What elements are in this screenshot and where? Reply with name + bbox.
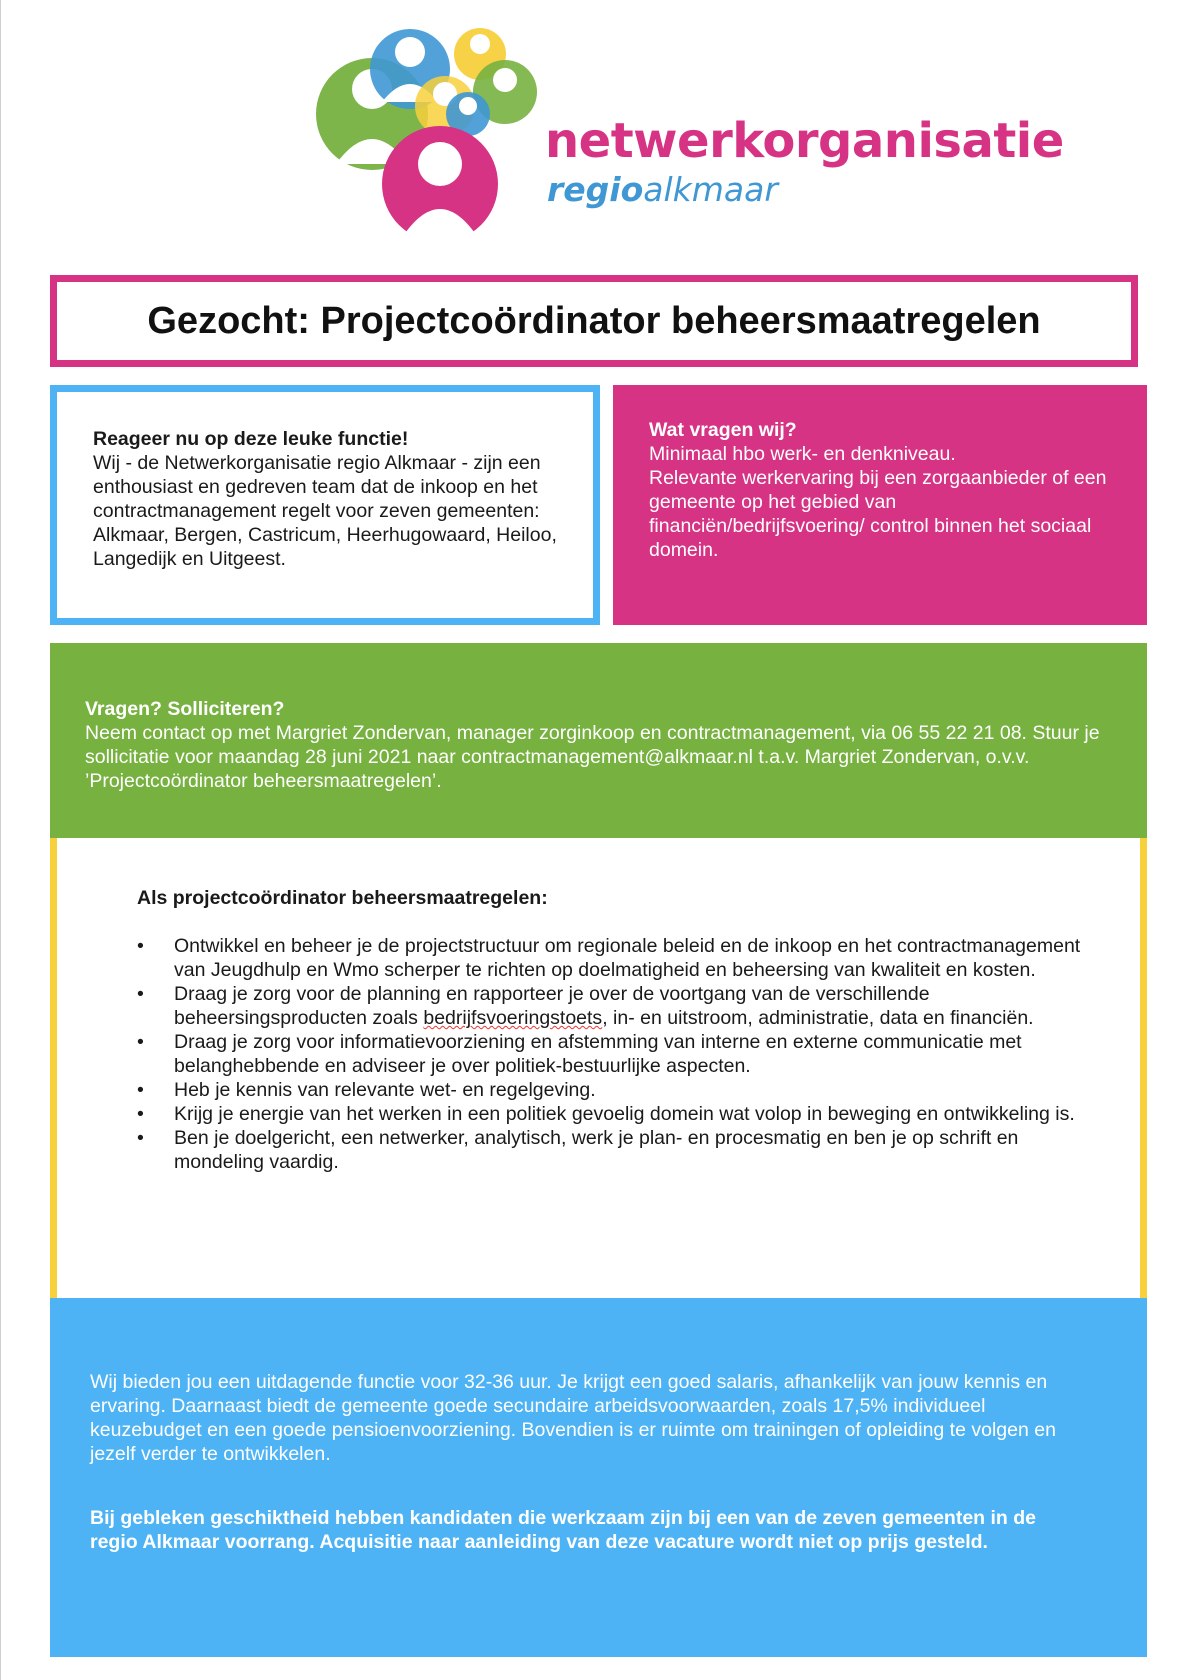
duty-item: • Heb je kennis van relevante wet- en regelgeving. bbox=[137, 1078, 1100, 1102]
contact-heading: Vragen? Solliciteren? bbox=[85, 698, 285, 720]
title-box bbox=[50, 275, 1138, 367]
page-edge bbox=[0, 0, 1, 1680]
offer-box bbox=[50, 1298, 1147, 1657]
brand-region-part1: regio bbox=[547, 170, 644, 209]
requirements-line-1: Minimaal hbo werk- en denkniveau. bbox=[649, 443, 956, 465]
spellcheck-flagged-word: bedrijfsvoeringstoets bbox=[423, 1007, 603, 1029]
intro-heading: Reageer nu op deze leuke functie! bbox=[93, 428, 409, 450]
duty-item: • Ontwikkel en beheer je de projectstructuur om regionale beleid en de inkoop en het contractmanagement van Jeugdhulp en Wmo scherper te richten op doelmatigheid en beheersing van kwaliteit en kosten. bbox=[137, 934, 1100, 982]
requirements-heading: Wat vragen wij? bbox=[649, 419, 797, 441]
duty-item-text: , in- en uitstroom, administratie, data en financiën. bbox=[602, 1007, 1034, 1029]
duties-heading: Als projectcoördinator beheersmaatregelen: bbox=[137, 887, 548, 909]
duty-item: • Draag je zorg voor informatievoorziening en afstemming van interne en externe communicatie met belanghebbende en adviseer je over politiek-bestuurlijke aspecten. bbox=[137, 1030, 1100, 1078]
logo-people-icon bbox=[300, 14, 550, 244]
contact-body: Neem contact op met Margriet Zondervan, manager zorginkoop en contractmanagement, via 06 55 22 21 08. Stuur je sollicitatie voor maandag 28 juni 2021 naar contractmanagement@alkmaar.nl t.a.v. Margriet Zondervan, o.v.v. ’Projectcoördinator beheersmaatregelen’. bbox=[85, 722, 1100, 792]
requirements-box bbox=[613, 385, 1147, 625]
requirements-line-2: Relevante werkervaring bij een zorgaanbieder of een gemeente op het gebied van financiën/bedrijfsvoering/ control binnen het sociaal domein. bbox=[649, 467, 1107, 561]
duty-item: • Ben je doelgericht, een netwerker, analytisch, werk je plan- en procesmatig en ben je op schrift en mondeling vaardig. bbox=[137, 1126, 1100, 1174]
offer-paragraph-2: Bij gebleken geschiktheid hebben kandidaten die werkzaam zijn bij een van de zeven gemeenten in de regio Alkmaar voorrang. Acquisitie naar aanleiding van deze vacature wordt niet op prijs gesteld. bbox=[90, 1507, 1037, 1553]
intro-box bbox=[50, 385, 600, 625]
logo bbox=[0, 0, 1186, 250]
duty-item-text: Draag je zorg voor de planning en rapporteer je over de voortgang van de verschillende beheersingsproducten zoals bbox=[174, 983, 930, 1029]
duty-item bbox=[137, 982, 1100, 1030]
brand-region bbox=[547, 170, 778, 209]
duties-box bbox=[50, 838, 1147, 1298]
duty-item: • Krijg je energie van het werken in een politiek gevoelig domein wat volop in beweging en ontwikkeling is. bbox=[137, 1102, 1100, 1126]
brand-name: netwerkorganisatie bbox=[545, 113, 1064, 169]
offer-paragraph-1: Wij bieden jou een uitdagende functie voor 32-36 uur. Je krijgt een goed salaris, afhankelijk van jouw kennis en ervaring. Daarnaast biedt de gemeente goede secundaire arbeidsvoorwaarden, zoals 17,5% individueel keuzebudget en een goede pensioenvoorziening. Bovendien is er ruimte om trainingen of opleiding te volgen en jezelf verder te ontwikkelen. bbox=[90, 1371, 1056, 1465]
intro-body: Wij - de Netwerkorganisatie regio Alkmaar - zijn een enthousiast en gedreven team dat de inkoop en het contractmanagement regelt voor zeven gemeenten: Alkmaar, Bergen, Castricum, Heerhugowaard, Heiloo, Langedijk en Uitgeest. bbox=[93, 452, 557, 570]
contact-box bbox=[50, 643, 1147, 838]
brand-region-part2: alkmaar bbox=[643, 170, 778, 209]
duties-list bbox=[137, 934, 1100, 1174]
page-title: Gezocht: Projectcoördinator beheersmaatregelen bbox=[147, 299, 1041, 342]
